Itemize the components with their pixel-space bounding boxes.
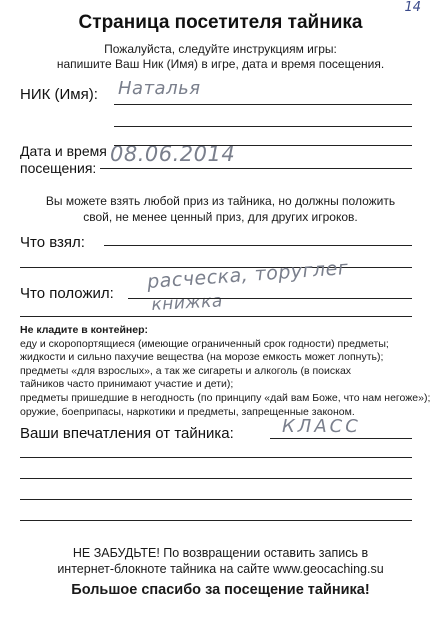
- prohibited-item: предметы пришедшие в негодность (по принципу «дай вам Боже, что нам негоже»);: [20, 391, 431, 404]
- instructions-line-2: напишите Ваш Ник (Имя) в игре, дата и время посещения.: [56, 57, 385, 71]
- footer-thanks: Большое спасибо за посещение тайника!: [71, 582, 370, 598]
- prize-note-line-1: Вы можете взять любой приз из тайника, но должны положить: [45, 194, 396, 208]
- footer-line-1: НЕ ЗАБУДЬТЕ! По возвращении оставить запись в: [72, 546, 369, 560]
- datetime-value[interactable]: 08.06.2014: [110, 142, 236, 166]
- nick-label: НИК (Имя):: [20, 86, 98, 103]
- nick-value[interactable]: Наталья: [118, 78, 201, 99]
- impressions-line-4: [20, 499, 412, 500]
- impressions-label: Ваши впечатления от тайника:: [20, 425, 234, 442]
- took-label: Что взял:: [20, 234, 85, 251]
- footer-line-2: интернет-блокноте тайника на сайте www.geocaching.su: [57, 562, 384, 576]
- prohibited-item: оружие, боеприпасы, наркотики и предметы, запрещенные законом.: [20, 405, 355, 418]
- prohibited-items: [20, 324, 430, 419]
- datetime-label-line-1: Дата и время: [20, 143, 107, 159]
- prohibited-heading: Не кладите в контейнер:: [20, 324, 149, 336]
- footer-reminder: [0, 545, 441, 577]
- took-line-1: [104, 245, 412, 246]
- nick-line-1: [114, 104, 412, 105]
- page-number: 14: [404, 0, 421, 15]
- impressions-line-5: [20, 520, 412, 521]
- datetime-label: [20, 143, 107, 177]
- datetime-label-line-2: посещения:: [20, 160, 97, 176]
- prohibited-item: предметы «для взрослых», а так же сигареты и алкоголь (в поисках: [20, 364, 352, 377]
- impressions-line-2: [20, 457, 412, 458]
- prize-note: [0, 193, 441, 225]
- datetime-line-1: [114, 145, 412, 146]
- prohibited-item: еду и скоропортящиеся (имеющие ограниченный срок годности) предметы;: [20, 337, 389, 350]
- left-label: Что положил:: [20, 285, 114, 302]
- nick-line-2: [114, 126, 412, 127]
- page-title: Страница посетителя тайника: [78, 12, 363, 33]
- instructions: [0, 42, 441, 72]
- impressions-line-1: [270, 438, 412, 439]
- prize-note-line-2: свой, не менее ценный приз, для других игроков.: [83, 210, 358, 224]
- instructions-line-1: Пожалуйста, следуйте инструкциям игры:: [104, 42, 337, 56]
- prohibited-item: тайников часто принимают участие и дети);: [20, 378, 234, 391]
- datetime-line-2: [100, 168, 412, 169]
- left-line-2: [20, 316, 412, 317]
- left-value-line-1[interactable]: расческа, торуглег: [146, 256, 350, 293]
- impressions-line-3: [20, 478, 412, 479]
- left-value-line-2[interactable]: книжка: [150, 291, 224, 315]
- prohibited-item: жидкости и сильно пахучие вещества (на морозе емкость может лопнуть);: [20, 351, 384, 364]
- impressions-value[interactable]: КЛАСС: [282, 416, 361, 437]
- left-line-1: [128, 298, 412, 299]
